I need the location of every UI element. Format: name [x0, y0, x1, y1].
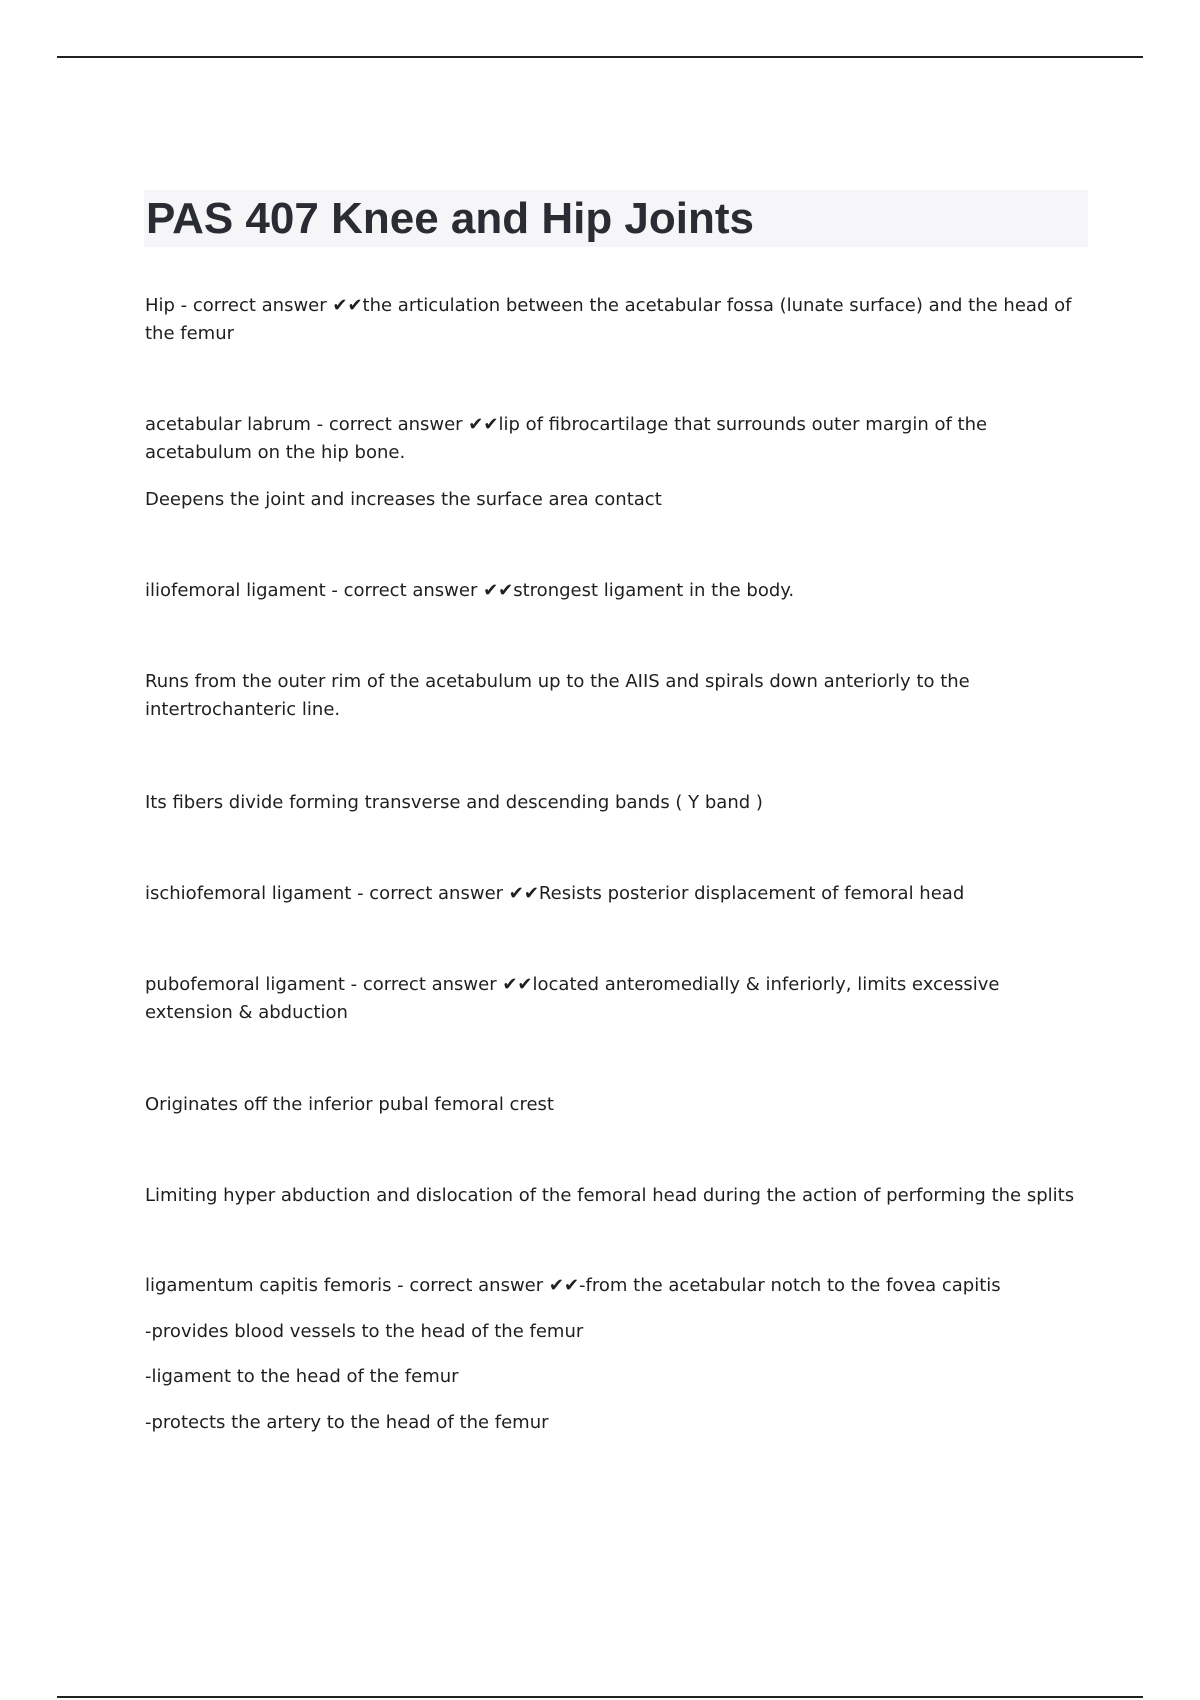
paragraph-pubofemoral-ligament: pubofemoral ligament - correct answer ✔✔located anteromedially & inferiorly, limits excessive extension & abduction: [145, 974, 1000, 1023]
paragraph-ischiofemoral-ligament: ischiofemoral ligament - correct answer ✔✔Resists posterior displacement of femoral head: [145, 883, 965, 904]
paragraph-hip: Hip - correct answer ✔✔the articulation between the acetabular fossa (lunate surface) and the head of the femur: [145, 295, 1072, 344]
paragraph-ligament-head: -ligament to the head of the femur: [145, 1366, 459, 1387]
paragraph-pubofemoral-origin: Originates off the inferior pubal femoral crest: [145, 1094, 554, 1115]
paragraph-iliofemoral-ligament: iliofemoral ligament - correct answer ✔✔strongest ligament in the body.: [145, 580, 795, 601]
paragraph-hyper-abduction: Limiting hyper abduction and dislocation of the femoral head during the action of performing the splits: [145, 1185, 1075, 1206]
paragraph-acetabular-labrum: acetabular labrum - correct answer ✔✔lip of fibrocartilage that surrounds outer margin of the acetabulum on the hip bone.: [145, 414, 988, 463]
paragraph-protects-artery: -protects the artery to the head of the femur: [145, 1412, 549, 1433]
paragraph-ligamentum-capitis: ligamentum capitis femoris - correct answer ✔✔-from the acetabular notch to the fovea capitis: [145, 1275, 1001, 1296]
bottom-rule: [57, 1696, 1143, 1698]
paragraph-labrum-deepens: Deepens the joint and increases the surface area contact: [145, 489, 662, 510]
paragraph-y-band: Its fibers divide forming transverse and descending bands ( Y band ): [145, 792, 763, 813]
paragraph-iliofemoral-runs: Runs from the outer rim of the acetabulum up to the AIIS and spirals down anteriorly to the intertrochanteric line.: [145, 671, 970, 720]
paragraph-blood-vessels: -provides blood vessels to the head of the femur: [145, 1321, 584, 1342]
page-title: PAS 407 Knee and Hip Joints: [146, 194, 755, 243]
top-rule: [57, 56, 1143, 58]
